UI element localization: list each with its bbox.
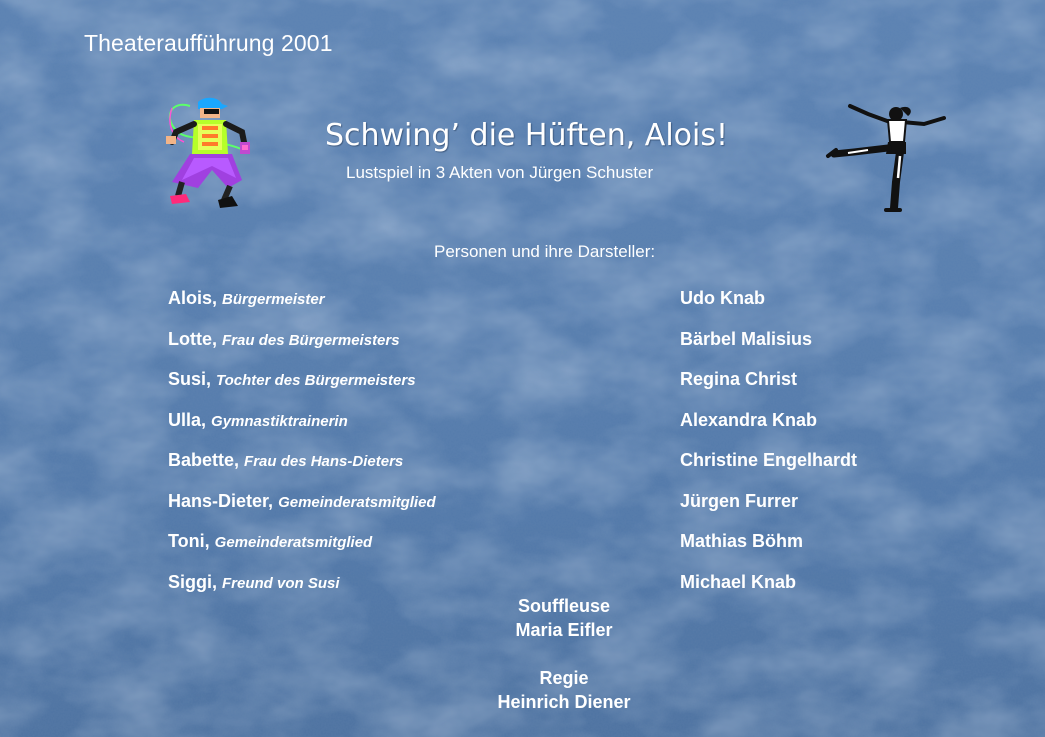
cast-row-susi: Susi, Tochter des Bürgermeisters Regina Christ: [168, 369, 798, 389]
role-name: Lotte: [168, 328, 212, 349]
dancing-man-icon: [162, 96, 258, 210]
actor-name: Alexandra Knab: [680, 409, 818, 430]
cast-row-lotte: Lotte, Frau des Bürgermeisters Bärbel Malisius: [168, 328, 813, 349]
role-description: Gymnastiktrainerin: [211, 412, 348, 430]
cast-list: [168, 288, 928, 612]
credit-regie: [0, 666, 1045, 714]
role-description: Gemeinderatsmitglied: [278, 493, 436, 511]
header-title: Theateraufführung 2001: [84, 30, 333, 56]
actor-name: Christine Engelhardt: [680, 450, 858, 470]
role-description: Frau des Bürgermeisters: [222, 331, 400, 349]
actor-name: Jürgen Furrer: [680, 490, 799, 511]
role-description: Frau des Hans-Dieters: [244, 453, 404, 470]
credit-name: Heinrich Diener: [497, 692, 631, 712]
role-name: Ulla: [168, 409, 202, 430]
play-title: Schwing’ die Hüften, Alois!: [324, 118, 729, 153]
role-description: Tochter des Bürgermeisters: [216, 372, 416, 389]
role-name: Babette: [168, 450, 235, 470]
role-name: Siggi: [168, 571, 212, 592]
role-name: Alois: [168, 288, 213, 308]
actor-name: Udo Knab: [680, 288, 765, 308]
cast-row-hans-dieter: Hans-Dieter, Gemeinderatsmitglied Jürgen Furrer: [168, 490, 799, 511]
cast-heading: Personen und ihre Darsteller:: [434, 242, 656, 261]
role-name: Susi: [168, 369, 207, 389]
play-subtitle: Lustspiel in 3 Akten von Jürgen Schuster: [346, 163, 654, 182]
actor-name: Bärbel Malisius: [680, 328, 813, 349]
role-name: Toni: [168, 531, 205, 551]
role-name: Hans-Dieter: [168, 490, 269, 511]
cast-row-ulla: Ulla, Gymnastiktrainerin Alexandra Knab: [168, 409, 818, 430]
gymnast-woman-icon: [824, 102, 948, 216]
credit-souffleuse: [0, 594, 1045, 642]
role-description: Bürgermeister: [222, 291, 325, 308]
credit-label: Regie: [539, 668, 589, 688]
cast-row-alois: Alois, Bürgermeister Udo Knab: [168, 288, 765, 308]
cast-row-toni: Toni, Gemeinderatsmitglied Mathias Böhm: [168, 531, 804, 551]
credit-label: Souffleuse: [517, 596, 610, 616]
actor-name: Michael Knab: [680, 571, 797, 592]
role-description: Gemeinderatsmitglied: [214, 534, 373, 551]
cast-row-babette: Babette, Frau des Hans-Dieters Christine Engelhardt: [168, 450, 858, 470]
credit-name: Maria Eifler: [515, 620, 613, 640]
actor-name: Mathias Böhm: [680, 531, 804, 551]
cast-row-siggi: Siggi, Freund von Susi Michael Knab: [168, 571, 797, 592]
role-description: Freund von Susi: [222, 574, 340, 592]
actor-name: Regina Christ: [680, 369, 798, 389]
